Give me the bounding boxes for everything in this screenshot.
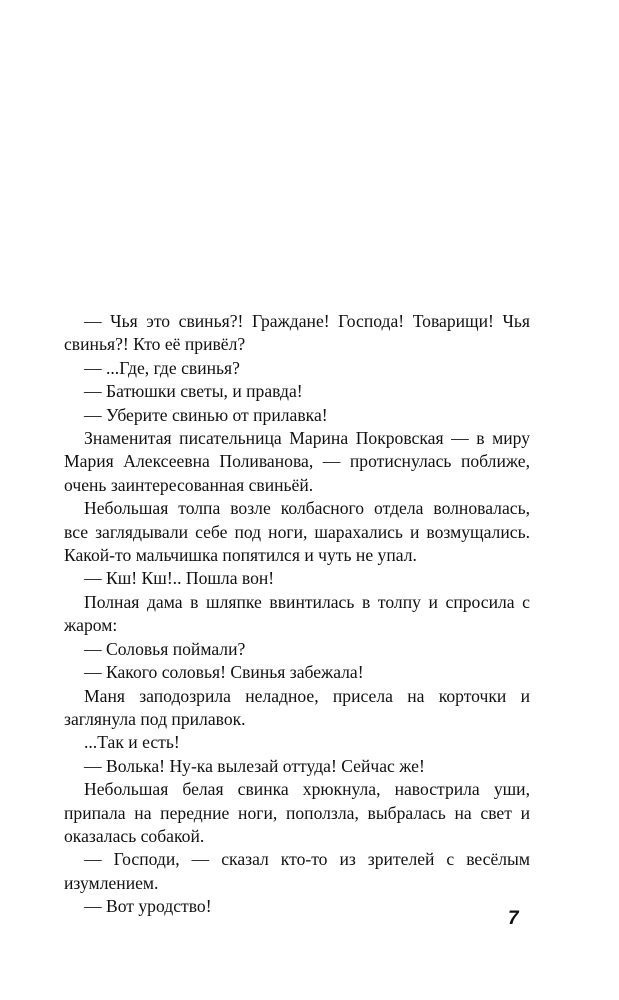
body-text bbox=[64, 310, 530, 919]
paragraph: Знаменитая писательница Марина Покровская — в миру Мария Алексеевна Поливанова, — протиснулась поближе, очень заинтересованная свиньёй. bbox=[64, 428, 530, 495]
paragraph: — Батюшки светы, и правда! bbox=[84, 381, 303, 402]
paragraph: — Какого соловья! Свинья забежала! bbox=[84, 662, 364, 683]
page-number: 7 bbox=[508, 908, 519, 929]
paragraph: — Вот уродство! bbox=[84, 896, 212, 917]
paragraph: — Уберите свинью от прилавка! bbox=[84, 404, 328, 425]
paragraph: Небольшая белая свинка хрюкнула, навострила уши, припала на передние ноги, поползла, выбралась на свет и оказалась собакой. bbox=[64, 779, 530, 846]
paragraph: ...Так и есть! bbox=[84, 732, 180, 753]
paragraph: Маня заподозрила неладное, присела на корточки и заглянула под прилавок. bbox=[64, 685, 530, 729]
paragraph: — ...Где, где свинья? bbox=[84, 357, 240, 378]
paragraph: Полная дама в шляпке ввинтилась в толпу и спросила с жаром: bbox=[64, 591, 530, 636]
paragraph: Небольшая толпа возле колбасного отдела волновалась, все заглядывали себе под ноги, шарахались и возмущались. Какой-то мальчишка попятился и чуть не упал. bbox=[64, 498, 530, 566]
paragraph: — Кш! Кш!.. Пошла вон! bbox=[84, 568, 275, 589]
paragraph: — Господи, — сказал кто-то из зрителей с весёлым изумлением. bbox=[64, 849, 530, 893]
paragraph: — Соловья поймали? bbox=[84, 638, 246, 659]
paragraph: — Волька! Ну-ка вылезай оттуда! Сейчас же! bbox=[84, 755, 425, 776]
paragraph: — Чья это свинья?! Граждане! Господа! Товарищи! Чья свинья?! Кто её привёл? bbox=[64, 311, 530, 355]
